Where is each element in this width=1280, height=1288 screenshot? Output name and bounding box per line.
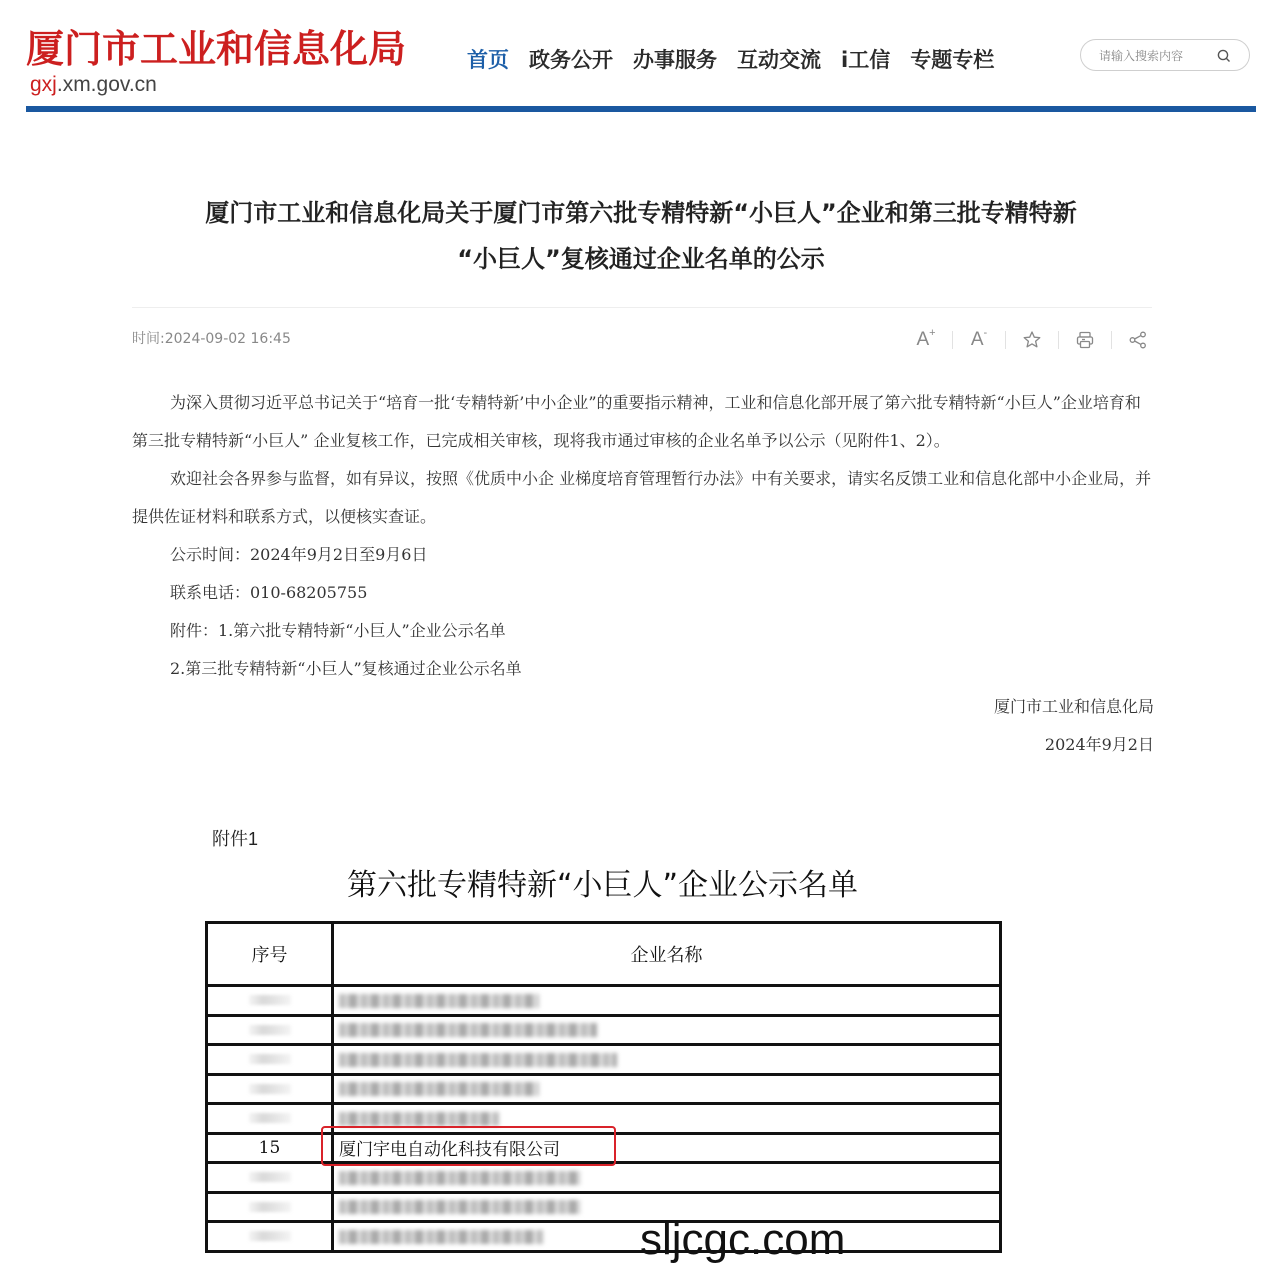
- paragraph-supervision: 欢迎社会各界参与监督，如有异议，按照《优质中小企 业梯度培育管理暂行办法》中有关要求，请实名反馈工业和信息化部中小企业局，并提供佐证材料和联系方式，以便核实查证。: [132, 469, 1152, 526]
- table-row: [207, 1015, 1001, 1045]
- font-decrease-button[interactable]: [965, 326, 993, 354]
- redacted-number: [249, 995, 291, 1005]
- redacted-company-name: [339, 1200, 581, 1214]
- company-name: [333, 1074, 1001, 1104]
- search-icon[interactable]: [1217, 48, 1231, 62]
- redacted-company-name: [339, 1082, 539, 1096]
- domain-rest: .xm.gov.cn: [56, 73, 157, 96]
- nav-home[interactable]: 首页: [467, 48, 509, 72]
- company-name: [333, 1104, 1001, 1134]
- redacted-number: [249, 1054, 291, 1064]
- signature-org: 厦门市工业和信息化局: [993, 697, 1154, 716]
- company-name: [333, 1163, 1001, 1193]
- redacted-company-name: [339, 1171, 581, 1185]
- company-name: 厦门宇电自动化科技有限公司: [333, 1133, 1001, 1163]
- font-increase-icon: A+: [916, 327, 936, 350]
- redacted-company-name: [339, 1230, 543, 1244]
- attachment-title: 第六批专精特新“小巨人”企业公示名单: [346, 868, 859, 903]
- nav-interaction[interactable]: 互动交流: [737, 48, 821, 72]
- search-input[interactable]: [1099, 46, 1209, 66]
- attachment-link-2[interactable]: 2.第三批专精特新“小巨人”复核通过企业公示名单: [170, 659, 522, 678]
- company-name: [333, 1045, 1001, 1075]
- font-decrease-icon: A-: [970, 327, 988, 350]
- table-row: [207, 986, 1001, 1016]
- nav-government-affairs[interactable]: 政务公开: [529, 48, 613, 72]
- nav-special-topics[interactable]: 专题专栏: [910, 48, 995, 72]
- article-title: [130, 190, 1152, 282]
- favorite-button[interactable]: [1018, 326, 1046, 354]
- article-toolbar: [912, 326, 1152, 354]
- watermark: sljcgc.com: [640, 1215, 846, 1264]
- row-number: [207, 1163, 333, 1193]
- table-header-row: [207, 923, 1001, 986]
- star-icon: [1022, 330, 1042, 350]
- nav-services[interactable]: 办事服务: [633, 48, 717, 72]
- row-number: [207, 1074, 333, 1104]
- company-name: [333, 986, 1001, 1016]
- article-body: [132, 384, 1154, 764]
- toolbar-separator: [952, 331, 953, 349]
- row-number: [207, 1015, 333, 1045]
- company-list-table: [205, 921, 1002, 1253]
- main-nav: [467, 44, 1014, 76]
- row-number: [207, 1104, 333, 1134]
- row-number: [207, 1192, 333, 1222]
- share-icon: [1128, 330, 1148, 350]
- redacted-number: [249, 1084, 291, 1094]
- article-title-line1: 厦门市工业和信息化局关于厦门市第六批专精特新“小巨人”企业和第三批专精特新: [205, 199, 1077, 227]
- header-divider-bar: [26, 106, 1256, 112]
- printer-icon: [1075, 330, 1095, 350]
- paragraph-intro: 为深入贯彻习近平总书记关于“培育一批‘专精特新’中小企业”的重要指示精神，工业和信息化部开展了第六批专精特新“小巨人”企业培育和第三批专精特新“小巨人” 企业复核工作，已完成相关审核，现将我市通过审核的企业名单予以公示（见附件1、2）。: [132, 393, 1141, 450]
- publicity-period: 公示时间：2024年9月2日至9月6日: [170, 545, 428, 564]
- table-row: [207, 1133, 1001, 1163]
- redacted-number: [249, 1025, 291, 1035]
- toolbar-separator: [1005, 331, 1006, 349]
- row-number: 15: [207, 1133, 333, 1163]
- table-row: [207, 1104, 1001, 1134]
- publish-time: 时间:2024-09-02 16:45: [132, 331, 291, 347]
- nav-i-gongxin[interactable]: i工信: [841, 48, 891, 72]
- row-number: [207, 1045, 333, 1075]
- row-number: [207, 1222, 333, 1252]
- redacted-number: [249, 1172, 291, 1182]
- attachment-label: 附件1: [212, 829, 259, 849]
- font-increase-button[interactable]: [912, 326, 940, 354]
- table-row: [207, 1222, 1001, 1252]
- redacted-company-name: [339, 1023, 597, 1037]
- signature-date: 2024年9月2日: [1044, 735, 1154, 754]
- article-title-line2: “小巨人”复核通过企业名单的公示: [457, 245, 825, 273]
- redacted-company-name: [339, 994, 539, 1008]
- table-row: [207, 1192, 1001, 1222]
- column-header-number: 序号: [207, 923, 333, 986]
- redacted-company-name: [339, 1112, 499, 1126]
- company-name: [333, 1015, 1001, 1045]
- redacted-company-name: [339, 1053, 617, 1067]
- print-button[interactable]: [1071, 326, 1099, 354]
- redacted-number: [249, 1231, 291, 1241]
- toolbar-separator: [1111, 331, 1112, 349]
- share-button[interactable]: [1124, 326, 1152, 354]
- row-number: [207, 986, 333, 1016]
- site-header: [26, 0, 1256, 115]
- column-header-company: 企业名称: [333, 923, 1001, 986]
- site-domain[interactable]: [30, 72, 157, 98]
- toolbar-separator: [1058, 331, 1059, 349]
- meta-divider: [132, 307, 1152, 308]
- redacted-number: [249, 1202, 291, 1212]
- contact-phone: 联系电话：010-68205755: [170, 583, 368, 602]
- table-row: [207, 1045, 1001, 1075]
- redacted-number: [249, 1113, 291, 1123]
- domain-accent: gxj: [30, 73, 57, 96]
- search-box: [1080, 39, 1250, 71]
- attachment-link-1[interactable]: 附件：1.第六批专精特新“小巨人”企业公示名单: [170, 621, 506, 640]
- table-row: [207, 1074, 1001, 1104]
- table-row: [207, 1163, 1001, 1193]
- site-logo-title[interactable]: 厦门市工业和信息化局: [26, 26, 407, 71]
